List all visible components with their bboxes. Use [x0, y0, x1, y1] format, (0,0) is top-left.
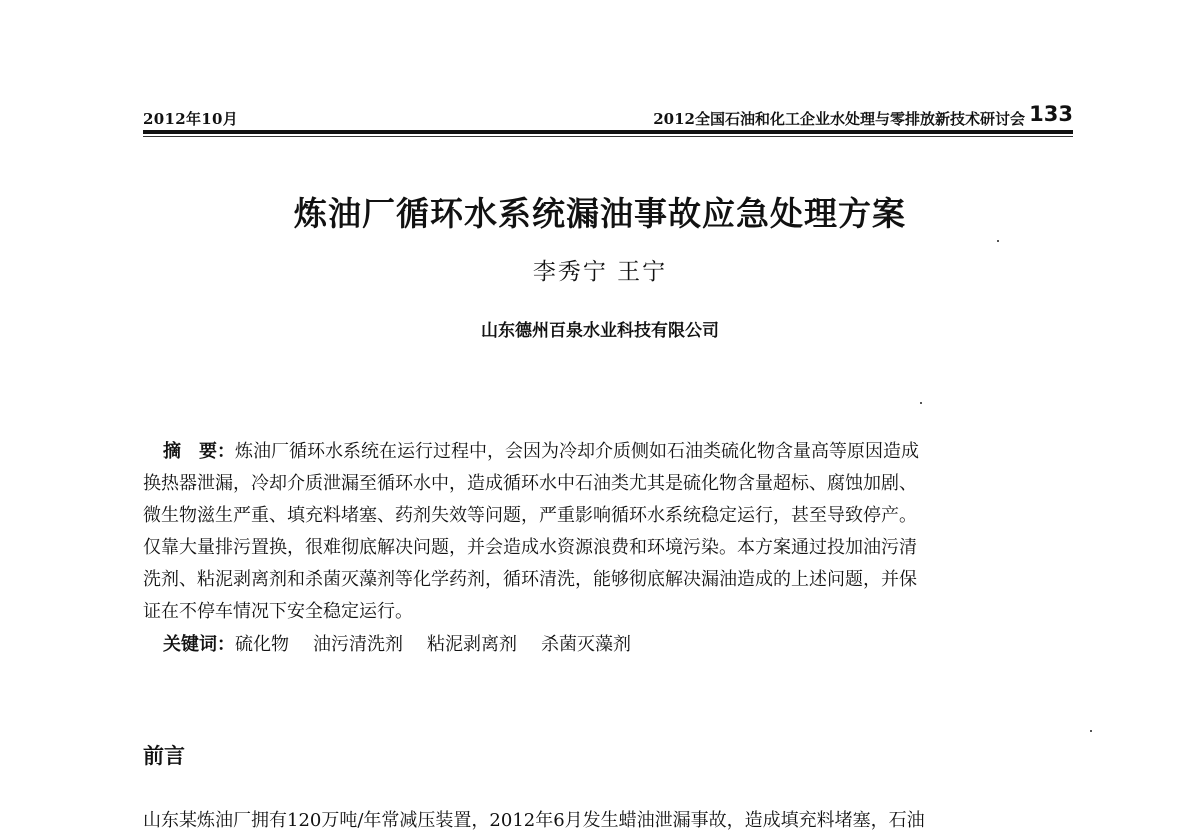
keywords-line [163, 630, 655, 656]
header-rule-thin [143, 136, 1073, 137]
scan-speck [997, 240, 999, 242]
preface-first-line: 山东某炼油厂拥有120万吨/年常减压装置，2012年6月发生蜡油泄漏事故，造成填充料堵塞，石油 [143, 810, 925, 831]
paper-affiliation: 山东德州百泉水业科技有限公司 [481, 321, 719, 341]
abstract-line [143, 436, 1073, 468]
abstract-line: 仅靠大量排污置换，很难彻底解决问题，并会造成水资源浪费和环境污染。本方案通过投加油污清 [143, 537, 917, 558]
section-heading-preface: 前言 [143, 744, 185, 768]
header-date: 2012年10月 [143, 110, 239, 128]
keywords-label: 关键词： [163, 634, 235, 655]
page-number: 133 [1029, 102, 1073, 126]
paper-authors: 李秀宁 王宁 [532, 259, 668, 285]
header-conference-name: 2012全国石油和化工企业水处理与零排放新技术研讨会 [653, 110, 1025, 128]
scan-speck [920, 402, 922, 404]
running-header [143, 100, 1073, 130]
abstract-line: 换热器泄漏，冷却介质泄漏至循环水中，造成循环水中石油类尤其是硫化物含量超标、腐蚀加剧、 [143, 473, 917, 494]
abstract-block [143, 436, 1073, 628]
abstract-line: 微生物滋生严重、填充料堵塞、药剂失效等问题，严重影响循环水系统稳定运行，甚至导致停产。 [143, 505, 917, 526]
keyword-item: 硫化物 [235, 634, 289, 655]
abstract-label: 摘 要： [163, 441, 235, 462]
keyword-item: 杀菌灭藻剂 [541, 634, 631, 655]
scan-speck [1090, 730, 1092, 732]
keyword-item: 油污清洗剂 [313, 634, 403, 655]
abstract-line: 洗剂、粘泥剥离剂和杀菌灭藻剂等化学药剂，循环清洗，能够彻底解决漏油造成的上述问题，并保 [143, 569, 917, 590]
abstract-line: 证在不停车情况下安全稳定运行。 [143, 601, 413, 622]
keyword-item: 粘泥剥离剂 [427, 634, 517, 655]
header-rule-thick [143, 130, 1073, 134]
abstract-text: 炼油厂循环水系统在运行过程中，会因为冷却介质侧如石油类硫化物含量高等原因造成 [235, 441, 919, 462]
paper-title: 炼油厂循环水系统漏油事故应急处理方案 [294, 194, 906, 233]
